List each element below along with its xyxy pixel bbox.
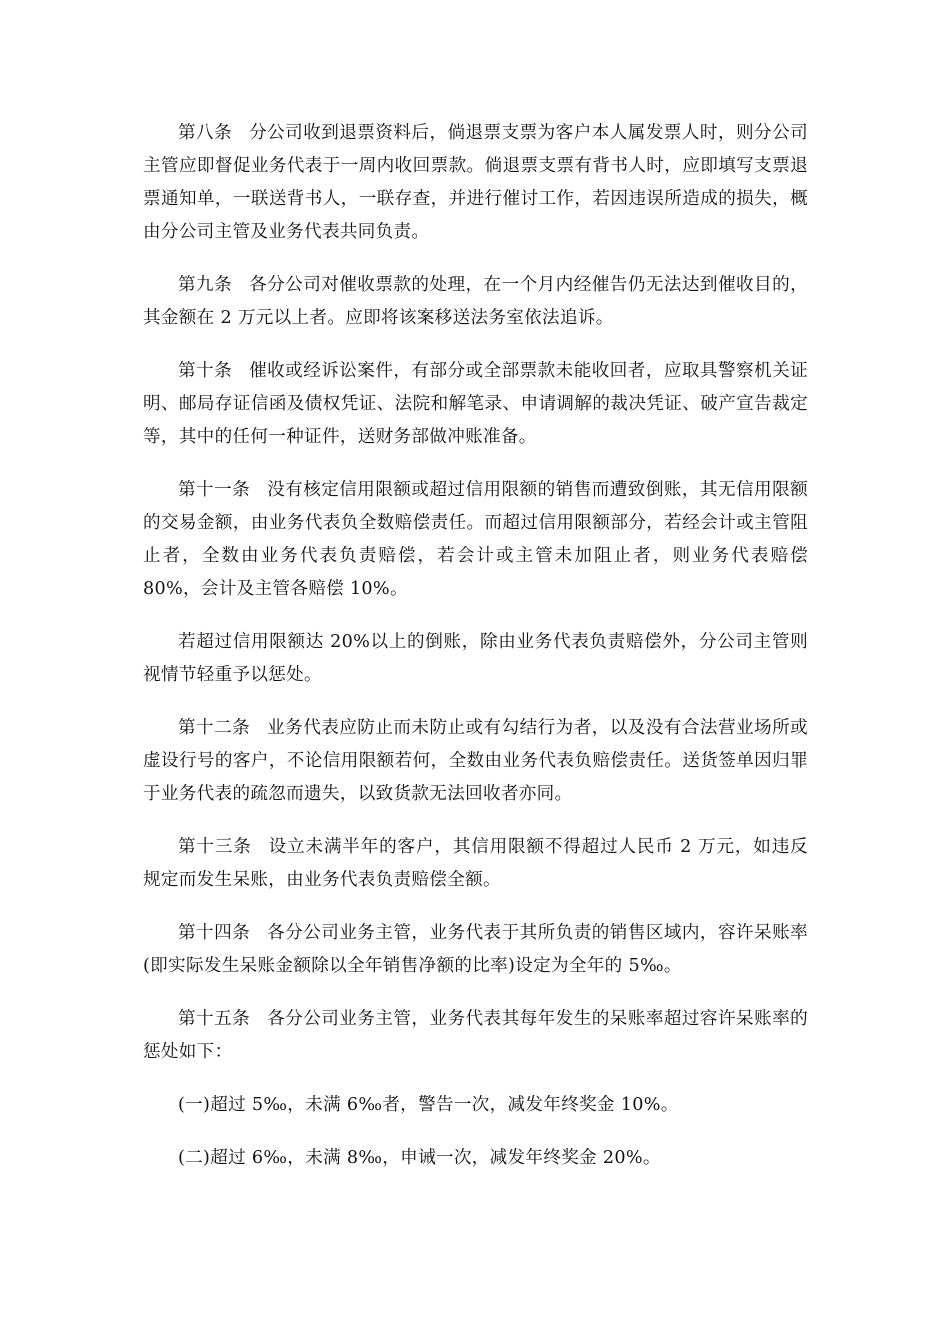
paragraph-article-10 [143, 355, 808, 454]
article-number: 第十三条 [178, 837, 252, 857]
paragraph-text: 设立未满半年的客户，其信用限额不得超过人民币 2 万元，如违反规定而发生呆账，由业务代表负责赔偿全额。 [143, 837, 808, 890]
paragraph-article-11-supplement [143, 626, 808, 692]
paragraph-text: 各分公司对催收票款的处理，在一个月内经催告仍无法达到催收目的，其金额在 2 万元以上者。应即将该案移送法务室依法追诉。 [143, 275, 808, 328]
paragraph-text: 没有核定信用限额或超过信用限额的销售而遭致倒账，其无信用限额的交易金额，由业务代表负全数赔偿责任。而超过信用限额部分，若经会计或主管阻止者，全数由业务代表负责赔偿，若会计或主管未加阻止者，则业务代表赔偿 80%，会计及主管各赔偿 10%。 [143, 480, 808, 599]
paragraph-text: (二)超过 6‰，未满 8‰，申诫一次，减发年终奖金 20%。 [178, 1148, 661, 1168]
paragraph-article-14 [143, 917, 808, 983]
list-item-penalty-2 [143, 1142, 808, 1175]
article-number: 第九条 [178, 275, 233, 295]
paragraph-text: 催收或经诉讼案件，有部分或全部票款未能收回者，应取具警察机关证明、邮局存证信函及债权凭证、法院和解笔录、申请调解的裁决凭证、破产宣告裁定等，其中的任何一种证件，送财务部做冲账准备。 [143, 361, 808, 447]
article-number: 第十五条 [178, 1009, 251, 1029]
paragraph-text: 分公司收到退票资料后，倘退票支票为客户本人属发票人时，则分公司主管应即督促业务代表于一周内收回票款。倘退票支票有背书人时，应即填写支票退票通知单，一联送背书人，一联存查，并进行催讨工作，若因违误所造成的损失，概由分公司主管及业务代表共同负责。 [143, 123, 808, 242]
paragraph-text: 业务代表应防止而未防止或有勾结行为者，以及没有合法营业场所或虚设行号的客户，不论信用限额若何，全数由业务代表负赔偿责任。送货签单因归罪于业务代表的疏忽而遗失，以致货款无法回收者亦同。 [143, 718, 808, 804]
paragraph-text: (一)超过 5‰，未满 6‰者，警告一次，减发年终奖金 10%。 [178, 1095, 679, 1115]
article-number: 第十一条 [178, 480, 251, 500]
article-number: 第八条 [178, 123, 233, 143]
paragraph-article-15 [143, 1003, 808, 1069]
list-item-penalty-1 [143, 1089, 808, 1122]
article-number: 第十二条 [178, 718, 251, 738]
paragraph-article-12 [143, 712, 808, 811]
paragraph-text: 各分公司业务主管，业务代表于其所负责的销售区域内，容许呆账率(即实际发生呆账金额除以全年销售净额的比率)设定为全年的 5‰。 [143, 923, 808, 976]
article-number: 第十条 [178, 361, 233, 381]
article-number: 第十四条 [178, 923, 251, 943]
paragraph-text: 若超过信用限额达 20%以上的倒账，除由业务代表负责赔偿外，分公司主管则视情节轻重予以惩处。 [143, 632, 808, 685]
document-page [143, 117, 808, 1175]
paragraph-article-8 [143, 117, 808, 249]
paragraph-text: 各分公司业务主管，业务代表其每年发生的呆账率超过容许呆账率的惩处如下： [143, 1009, 808, 1062]
paragraph-article-13 [143, 831, 808, 897]
paragraph-article-11 [143, 474, 808, 606]
paragraph-article-9 [143, 269, 808, 335]
